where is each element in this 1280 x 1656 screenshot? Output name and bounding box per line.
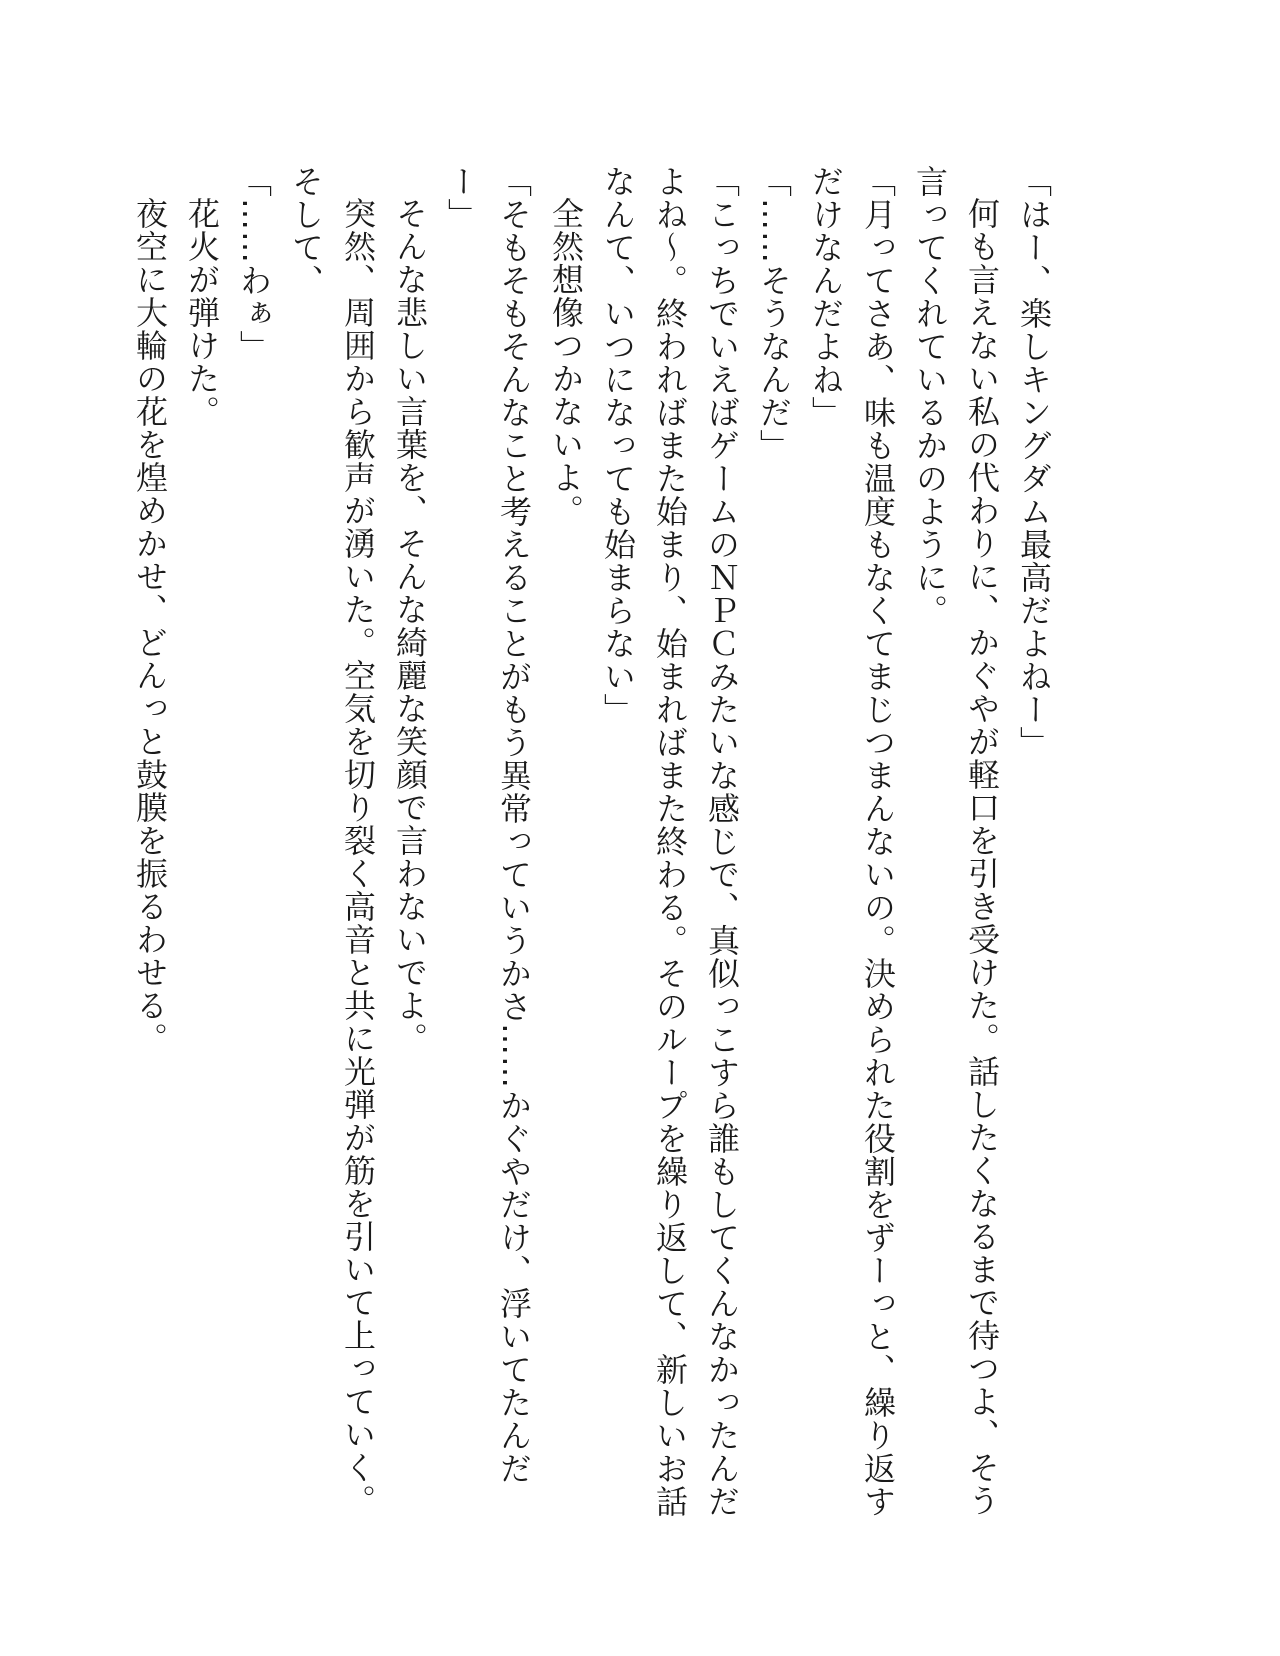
paragraph-line: 全然想像つかないよ。 xyxy=(547,197,585,527)
paragraph-line: 「そもそもそんなこと考えることがもう異常っていうかさ……かぐやだけ、浮いてたんだー」 xyxy=(443,165,533,1485)
paragraph-line: 何も言えない私の代わりに、かぐやが軽口を引き受けた。話したくなるまで待つよ、そう言ってくれているかのように。 xyxy=(911,165,1001,1517)
paragraph-line: 「……わぁ」 xyxy=(235,165,273,363)
paragraph-line: 「月ってさあ、味も温度もなくてまじつまんないの。決められた役割をずーっと、繰り返すだけなんだよね」 xyxy=(807,165,897,1518)
paragraph-line: 「こっちでいえばゲームのＮＰＣみたいな感じで、真似っこすら誰もしてくんなかったんだよね～。終わればまた始まり、始まればまた終わる。そのループを繰り返して、新しいお話なんて、いつになっても始まらない」 xyxy=(599,165,741,1518)
paragraph-line: 花火が弾けた。 xyxy=(183,197,221,428)
paragraph-line: 「はー、楽しキングダム最高だよねー」 xyxy=(1015,165,1053,759)
vertical-text-body xyxy=(124,165,1060,1525)
paragraph-line: 突然、周囲から歓声が湧いた。空気を切り裂く高音と共に光弾が筋を引いて上っていく。そして、 xyxy=(287,165,377,1517)
paragraph-line: 夜空に大輪の花を煌めかせ、どんっと鼓膜を振るわせる。 xyxy=(131,197,169,1055)
paragraph-line: 「……そうなんだ」 xyxy=(755,165,793,462)
paragraph-line: そんな悲しい言葉を、そんな綺麗な笑顔で言わないでよ。 xyxy=(391,197,429,1055)
